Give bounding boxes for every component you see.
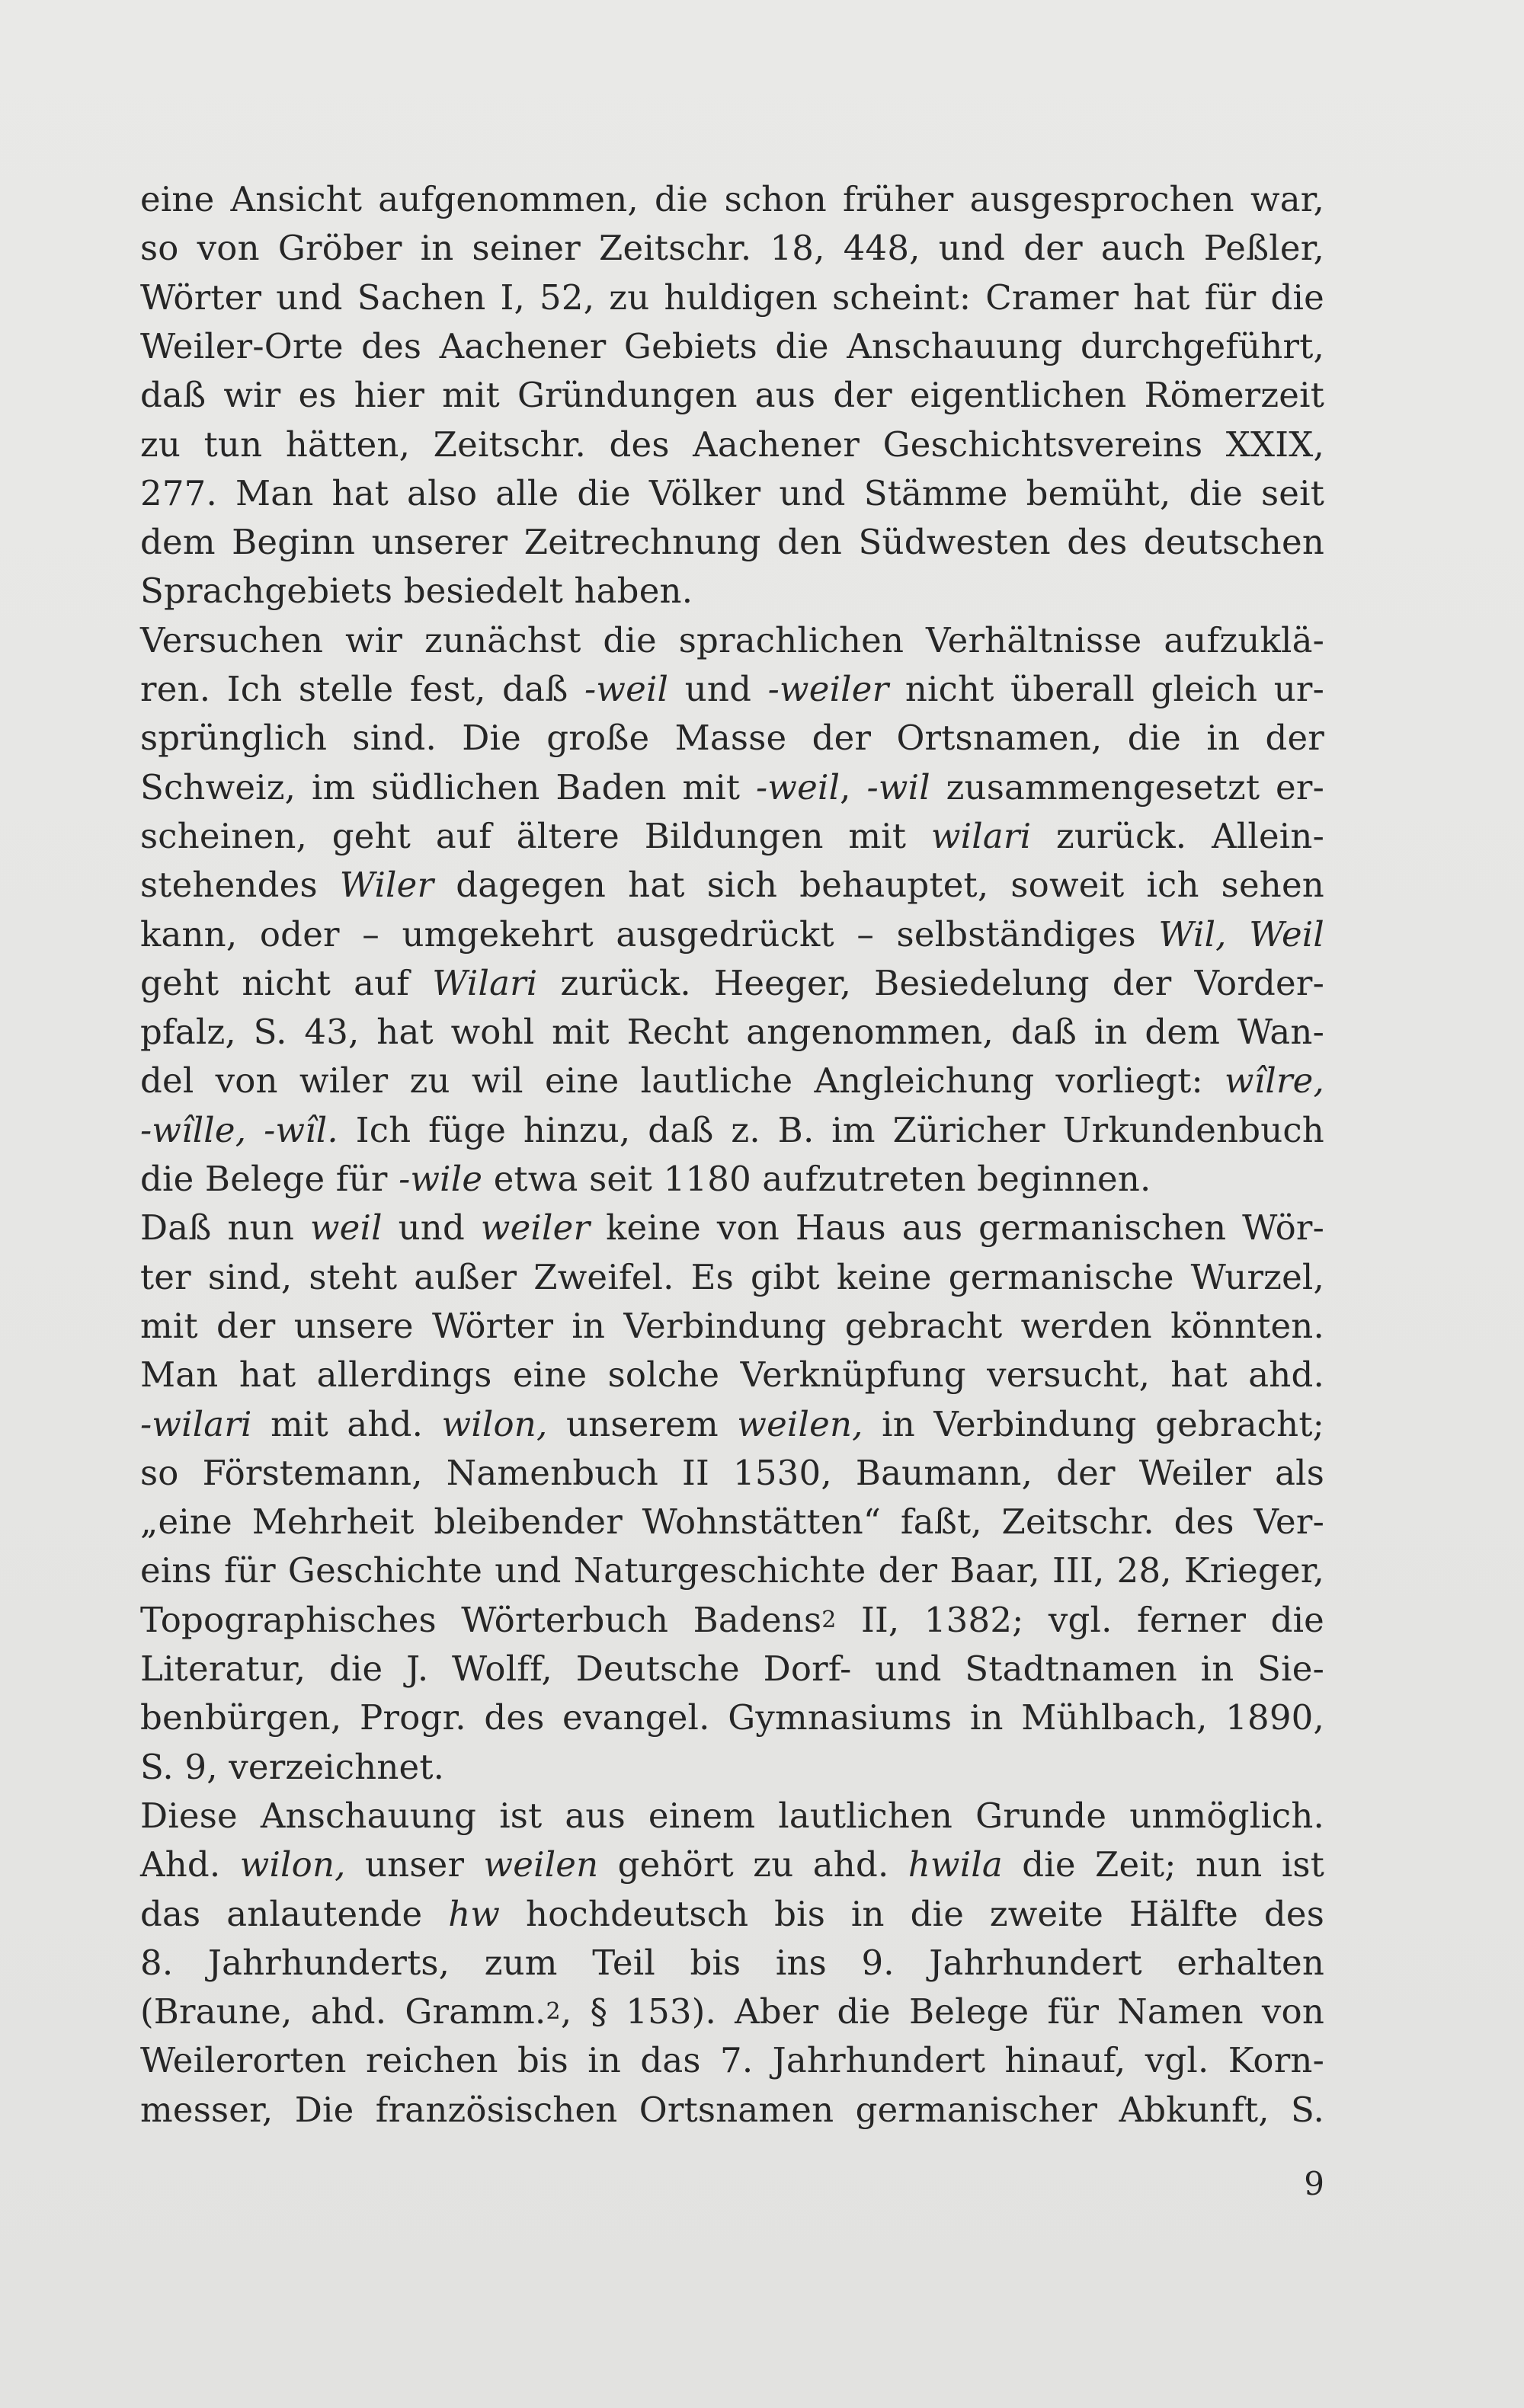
text-line bbox=[140, 1400, 1324, 1449]
superscript: 2 bbox=[546, 1998, 561, 2026]
text-line bbox=[140, 1302, 1324, 1351]
text-line bbox=[140, 1693, 1324, 1742]
text-segment: eins für Geschichte und Naturgeschichte der Baar, III, 28, Krieger, bbox=[140, 1550, 1324, 1591]
text-segment: Diese Anschauung ist aus einem lautlichen Grunde unmöglich. bbox=[140, 1795, 1324, 1836]
text-line bbox=[140, 1840, 1324, 1889]
text-segment: Literatur, die J. Wolff, Deutsche Dorf- und Stadtnamen in Sie- bbox=[140, 1649, 1324, 1689]
text-segment: benbürgen, Progr. des evangel. Gymnasiums in Mühlbach, 1890, bbox=[140, 1697, 1324, 1738]
text-line bbox=[140, 1498, 1324, 1546]
text-segment: unser bbox=[345, 1844, 484, 1885]
text-line bbox=[140, 1939, 1324, 1987]
text-segment: , § 153). Aber die Belege für Namen von bbox=[560, 1991, 1324, 2032]
italic-term: Wiler bbox=[339, 865, 434, 906]
text-line bbox=[140, 812, 1324, 861]
text-segment: ren. Ich stelle fest, daß bbox=[140, 669, 585, 709]
text-segment: II, 1382; vgl. ferner die bbox=[836, 1599, 1324, 1640]
text-segment: das anlautende bbox=[140, 1893, 449, 1934]
text-line bbox=[140, 518, 1324, 567]
text-segment: zu tun hätten, Zeitschr. des Aachener Geschichtsvereins XXIX, bbox=[140, 424, 1324, 465]
text-line bbox=[140, 1008, 1324, 1057]
text-segment: unserem bbox=[547, 1403, 738, 1444]
italic-term: weilen, bbox=[737, 1403, 863, 1444]
text-segment: zurück. Allein- bbox=[1031, 815, 1324, 856]
text-line bbox=[140, 763, 1324, 812]
text-segment: so von Gröber in seiner Zeitschr. 18, 448, und der auch Peßler, bbox=[140, 228, 1324, 269]
text-segment: zusammengesetzt er- bbox=[930, 766, 1324, 807]
italic-term: -weil bbox=[756, 766, 840, 807]
text-segment: Ich füge hinzu, daß z. B. im Züricher Urkundenbuch bbox=[338, 1109, 1324, 1150]
text-line bbox=[140, 910, 1324, 959]
text-line bbox=[140, 1106, 1324, 1155]
italic-term: -weil bbox=[584, 669, 669, 709]
italic-term: weilen bbox=[483, 1844, 599, 1885]
text-segment: hochdeutsch bis in die zweite Hälfte des bbox=[500, 1893, 1324, 1934]
text-segment: mit ahd. bbox=[251, 1403, 442, 1444]
text-line bbox=[140, 1987, 1324, 2036]
text-line bbox=[140, 421, 1324, 469]
text-segment: Topographisches Wörterbuch Badens bbox=[140, 1599, 822, 1640]
text-segment: Sprachgebiets besiedelt haben. bbox=[140, 571, 693, 612]
text-line bbox=[140, 2036, 1324, 2085]
italic-term: wîlre, bbox=[1225, 1060, 1324, 1102]
text-segment: S. 9, verzeichnet. bbox=[140, 1746, 445, 1787]
italic-term: -wilari bbox=[140, 1403, 252, 1444]
superscript: 2 bbox=[821, 1606, 837, 1633]
text-segment: dagegen hat sich behauptet, soweit ich sehen bbox=[434, 865, 1324, 906]
text-line bbox=[140, 175, 1324, 224]
text-line bbox=[140, 1155, 1324, 1204]
text-segment: Wörter und Sachen I, 52, zu huldigen scheint: Cramer hat für die bbox=[140, 277, 1324, 318]
text-line bbox=[140, 2086, 1324, 2135]
italic-term: weil bbox=[309, 1207, 383, 1249]
text-segment: „eine Mehrheit bleibender Wohnstätten“ faßt, Zeitschr. des Ver- bbox=[140, 1501, 1324, 1543]
italic-term: weiler bbox=[480, 1207, 591, 1249]
text-segment: dem Beginn unserer Zeitrechnung den Südwesten des deutschen bbox=[140, 522, 1324, 563]
text-line bbox=[140, 567, 1324, 616]
text-segment: so Förstemann, Namenbuch II 1530, Baumann, der Weiler als bbox=[140, 1452, 1324, 1493]
italic-term: -wil bbox=[866, 766, 930, 807]
text-line bbox=[140, 224, 1324, 273]
text-segment: in Verbindung gebracht; bbox=[863, 1403, 1324, 1444]
text-segment: (Braune, ahd. Gramm. bbox=[140, 1991, 546, 2032]
text-segment: nicht überall gleich ur- bbox=[888, 669, 1324, 709]
text-segment: mit der unsere Wörter in Verbindung gebracht werden könnten. bbox=[140, 1305, 1324, 1346]
text-line bbox=[140, 1792, 1324, 1840]
italic-term: hwila bbox=[908, 1844, 1003, 1885]
text-line bbox=[140, 469, 1324, 518]
text-segment: , bbox=[840, 766, 867, 807]
text-line bbox=[140, 1057, 1324, 1105]
text-segment: Weilerorten reichen bis in das 7. Jahrhundert hinauf, vgl. Korn- bbox=[140, 2040, 1324, 2081]
text-segment: eine Ansicht aufgenommen, die schon früher ausgesprochen war, bbox=[140, 179, 1324, 219]
text-line bbox=[140, 1890, 1324, 1939]
text-segment: und bbox=[382, 1207, 481, 1249]
text-line bbox=[140, 1596, 1324, 1645]
text-segment: Weiler-Orte des Aachener Gebiets die Anschauung durchgeführt, bbox=[140, 325, 1324, 366]
text-line bbox=[140, 1253, 1324, 1302]
italic-term: hw bbox=[448, 1893, 501, 1934]
text-segment: scheinen, geht auf ältere Bildungen mit bbox=[140, 815, 931, 856]
text-segment: ter sind, steht außer Zweifel. Es gibt keine germanische Wurzel, bbox=[140, 1256, 1324, 1297]
italic-term: wilon, bbox=[441, 1403, 548, 1444]
text-line bbox=[140, 959, 1324, 1008]
text-segment: Schweiz, im südlichen Baden mit bbox=[140, 766, 757, 807]
text-segment: die Belege für bbox=[140, 1159, 399, 1199]
text-segment: etwa seit 1180 aufzutreten beginnen. bbox=[482, 1159, 1151, 1199]
text-segment: daß wir es hier mit Gründungen aus der eigentlichen Römerzeit bbox=[140, 375, 1324, 416]
text-line bbox=[140, 714, 1324, 763]
text-line bbox=[140, 1449, 1324, 1498]
text-segment: messer, Die französischen Ortsnamen germanischer Abkunft, S. bbox=[140, 2089, 1324, 2130]
text-line bbox=[140, 322, 1324, 371]
text-segment: Daß nun bbox=[140, 1207, 310, 1249]
text-line bbox=[140, 1743, 1324, 1792]
italic-term: -weiler bbox=[767, 669, 889, 709]
text-line bbox=[140, 665, 1324, 714]
text-segment: pfalz, S. 43, hat wohl mit Recht angenommen, daß in dem Wan- bbox=[140, 1012, 1324, 1053]
italic-term: wilon, bbox=[239, 1844, 346, 1885]
italic-term: -wile bbox=[399, 1159, 483, 1199]
text-line bbox=[140, 1351, 1324, 1399]
text-line bbox=[140, 616, 1324, 665]
text-segment: keine von Haus aus germanischen Wör- bbox=[590, 1207, 1324, 1249]
text-segment: stehendes bbox=[140, 865, 340, 906]
text-segment: Man hat allerdings eine solche Verknüpfung versucht, hat ahd. bbox=[140, 1354, 1324, 1396]
text-line bbox=[140, 1645, 1324, 1693]
text-segment: 8. Jahrhunderts, zum Teil bis ins 9. Jahrhundert erhalten bbox=[140, 1942, 1324, 1983]
text-segment: die Zeit; nun ist bbox=[1002, 1844, 1325, 1885]
italic-term: wilari bbox=[930, 815, 1032, 856]
text-segment: 277. Man hat also alle die Völker und Stämme bemüht, die seit bbox=[140, 472, 1324, 513]
text-line bbox=[140, 371, 1324, 420]
text-segment: kann, oder – umgekehrt ausgedrückt – selbständiges bbox=[140, 913, 1159, 955]
text-line bbox=[140, 273, 1324, 322]
italic-term: Wilari bbox=[432, 962, 538, 1003]
text-line bbox=[140, 1204, 1324, 1252]
text-line bbox=[140, 1546, 1324, 1595]
text-segment: gehört zu ahd. bbox=[598, 1844, 908, 1885]
text-segment: zurück. Heeger, Besiedelung der Vorder- bbox=[537, 962, 1324, 1003]
text-segment: und bbox=[668, 669, 768, 709]
text-segment: del von wiler zu wil eine lautliche Angleichung vorliegt: bbox=[140, 1060, 1225, 1102]
text-segment: geht nicht auf bbox=[140, 962, 433, 1003]
italic-term: -wîlle, -wîl. bbox=[140, 1109, 338, 1150]
page-number: 9 bbox=[1304, 2165, 1324, 2202]
text-segment: Versuchen wir zunächst die sprachlichen Verhältnisse aufzuklä- bbox=[140, 619, 1324, 660]
text-segment: sprünglich sind. Die große Masse der Ortsnamen, die in der bbox=[140, 718, 1324, 759]
italic-term: Wil, Weil bbox=[1158, 913, 1324, 955]
text-line bbox=[140, 861, 1324, 910]
text-segment: Ahd. bbox=[140, 1844, 240, 1885]
